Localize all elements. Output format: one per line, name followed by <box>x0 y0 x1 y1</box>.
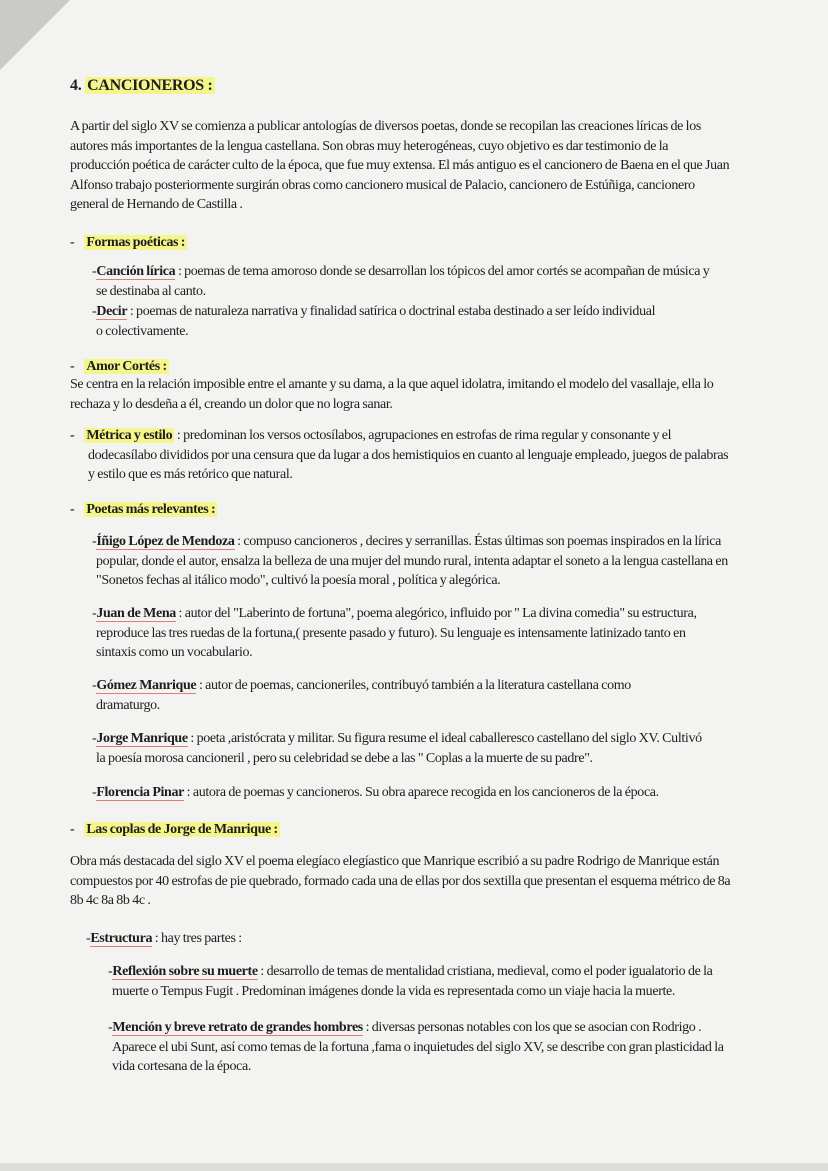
definition: : diversas personas notables con los que se asocian con Rodrigo . Aparece el ubi Sunt, así como temas de la fortuna ,fama o inquietudes del siglo XV, se describe con gran plasticidad la vida cortesana de la época. <box>112 1020 724 1074</box>
heading-text: Las coplas de Jorge de Manrique : <box>86 822 278 837</box>
intro-paragraph: A partir del siglo XV se comienza a publicar antologías de diversos poetas, donde se recopilan las creaciones líricas de los autores más importantes de la lengua castellana. Son obras muy heterogéneas, cuyo objetivo es dar testimonio de la producción poética de carácter culto de la época, que fue muy extensa. El más antiguo es el cancionero de Baena en el que Juan Alfonso trabajo posteriormente surgirán obras como cancionero musical de Palacio, cancionero de Estúñiga, cancionero general de Hernando de Castilla . <box>70 119 730 212</box>
definition: : autor del "Laberinto de fortuna", poema alegórico, influido por " La divina comedia" su estructura, reproduce las tres ruedas de la fortuna,( presente pasado y futuro). Su lenguaje es intensamente latinizado tanto en sintaxis como un vocabulario. <box>96 606 697 660</box>
section-title-text: CANCIONEROS : <box>87 77 213 94</box>
definition: : poemas de naturaleza narrativa y finalidad satírica o doctrinal estaba destinado a ser leído individual o colectivamente. <box>96 304 656 339</box>
heading-text: Poetas más relevantes : <box>86 502 216 517</box>
definition: : poeta ,aristócrata y militar. Su figura resume el ideal caballeresco castellano del siglo XV. Cultivó la poesía morosa cancioneril , pero su celebridad se debe a las " Coplas a la muerte de su padre". <box>96 731 702 766</box>
metrica-paragraph <box>70 426 730 485</box>
poeta-florencia-pinar: -Florencia Pinar : autora de poemas y cancioneros. Su obra aparece recogida en los cancioneros de la época. <box>92 785 659 800</box>
parte-mencion: -Mención y breve retrato de grandes hombres : diversas personas notables con los que se asocian con Rodrigo . Aparece el ubi Sunt, así como temas de la fortuna ,fama o inquietudes del siglo XV, se describe con gran plasticidad la vida cortesana de la época. <box>108 1020 724 1074</box>
formas-heading <box>70 233 187 253</box>
amor-paragraph: Se centra en la relación imposible entre el amante y su dama, a la que aquel idolatra, imitando el modelo del vasallaje, ella lo rechaza y lo desdeña a él, creando un dolor que no logra sanar. <box>70 377 714 412</box>
definition: : poemas de tema amoroso donde se desarrollan los tópicos del amor cortés se acompañan de música y se destinaba al canto. <box>96 264 710 299</box>
term: Canción lírica <box>96 264 176 279</box>
term: Reflexión sobre su muerte <box>112 964 258 979</box>
heading-text: Amor Cortés : <box>86 359 167 374</box>
term: Decir <box>96 304 128 319</box>
page-bottom-edge <box>0 1163 828 1171</box>
term: Jorge Manrique <box>96 731 188 746</box>
estructura-line: -Estructura : hay tres partes : <box>86 931 242 946</box>
poeta-inigo: -Íñigo López de Mendoza : compuso cancioneros , decires y serranillas. Éstas últimas son poemas inspirados en la lírica popular, donde el autor, ensalza la belleza de una mujer del mundo rural, intenta adaptar el soneto a la lengua castellana en "Sonetos fechas al itálico modo", cultivó la poesía moral , política y alegórica. <box>92 534 728 588</box>
bullet: - <box>70 428 75 443</box>
coplas-paragraph: Obra más destacada del siglo XV el poema elegíaco elegíastico que Manrique escribió a su padre Rodrigo de Manrique están compuestos por 40 estrofas de pie quebrado, formado cada una de ellas por dos sextilla que presentan el esquema métrico de 8a 8b 4c 8a 8b 4c . <box>70 854 731 908</box>
term: Florencia Pinar <box>96 785 185 800</box>
definition: : autora de poemas y cancioneros. Su obra aparece recogida en los cancioneros de la época. <box>184 785 659 800</box>
section-title <box>70 77 215 95</box>
term: Gómez Manrique <box>96 678 197 693</box>
bullet: - <box>70 502 75 517</box>
page-corner-shadow <box>0 0 70 70</box>
poeta-jorge-manrique: -Jorge Manrique : poeta ,aristócrata y militar. Su figura resume el ideal caballeresco castellano del siglo XV. Cultivó la poesía morosa cancioneril , pero su celebridad se debe a las " Coplas a la muerte de su padre". <box>92 731 702 766</box>
formas-item-decir: -Decir : poemas de naturaleza narrativa y finalidad satírica o doctrinal estaba destinado a ser leído individual o colectivamente. <box>92 304 656 339</box>
bullet: - <box>70 235 75 250</box>
formas-item-cancion: -Canción lírica : poemas de tema amoroso donde se desarrollan los tópicos del amor cortés se acompañan de música y se destinaba al canto. <box>92 264 710 299</box>
term: Mención y breve retrato de grandes hombres <box>112 1020 363 1035</box>
heading-text: Métrica y estilo <box>86 428 173 443</box>
bullet: - <box>70 822 75 837</box>
parte-reflexion: -Reflexión sobre su muerte : desarrollo de temas de mentalidad cristiana, medieval, como el poder igualatorio de la muerte o Tempus Fugit . Predominan imágenes donde la vida es representada como un viaje hacia la muerte. <box>108 964 713 999</box>
poeta-juan-de-mena: -Juan de Mena : autor del "Laberinto de fortuna", poema alegórico, influido por " La divina comedia" su estructura, reproduce las tres ruedas de la fortuna,( presente pasado y futuro). Su lenguaje es intensamente latinizado tanto en sintaxis como un vocabulario. <box>92 606 697 660</box>
amor-heading <box>70 357 169 377</box>
section-number: 4. <box>70 77 82 94</box>
definition: : desarrollo de temas de mentalidad cristiana, medieval, como el poder igualatorio de la muerte o Tempus Fugit . Predominan imágenes donde la vida es representada como un viaje hacia la muerte. <box>112 964 713 999</box>
poeta-gomez-manrique: -Gómez Manrique : autor de poemas, cancioneriles, contribuyó también a la literatura castellana como dramaturgo. <box>92 678 631 713</box>
bullet: - <box>70 359 75 374</box>
coplas-heading <box>70 820 280 840</box>
term: Íñigo López de Mendoza <box>96 534 235 549</box>
definition: : autor de poemas, cancioneriles, contribuyó también a la literatura castellana como dramaturgo. <box>96 678 631 713</box>
definition: : hay tres partes : <box>152 931 242 946</box>
heading-text: Formas poéticas : <box>86 235 186 250</box>
poetas-heading <box>70 500 217 520</box>
term: Juan de Mena <box>96 606 176 621</box>
metrica-text: : predominan los versos octosílabos, agrupaciones en estrofas de rima regular y consonante y el dodecasílabo divididos por una censura que da lugar a dos hemistiquios en cuanto al lenguaje empleado, juegos de palabras y estilo que es más retórico que natural. <box>88 428 729 482</box>
term: Estructura <box>90 931 153 946</box>
definition: : compuso cancioneros , decires y serranillas. Éstas últimas son poemas inspirados en la lírica popular, donde el autor, ensalza la belleza de una mujer del mundo rural, intenta adaptar el soneto a la lengua castellana en "Sonetos fechas al itálico modo", cultivó la poesía moral , política y alegórica. <box>96 534 728 588</box>
